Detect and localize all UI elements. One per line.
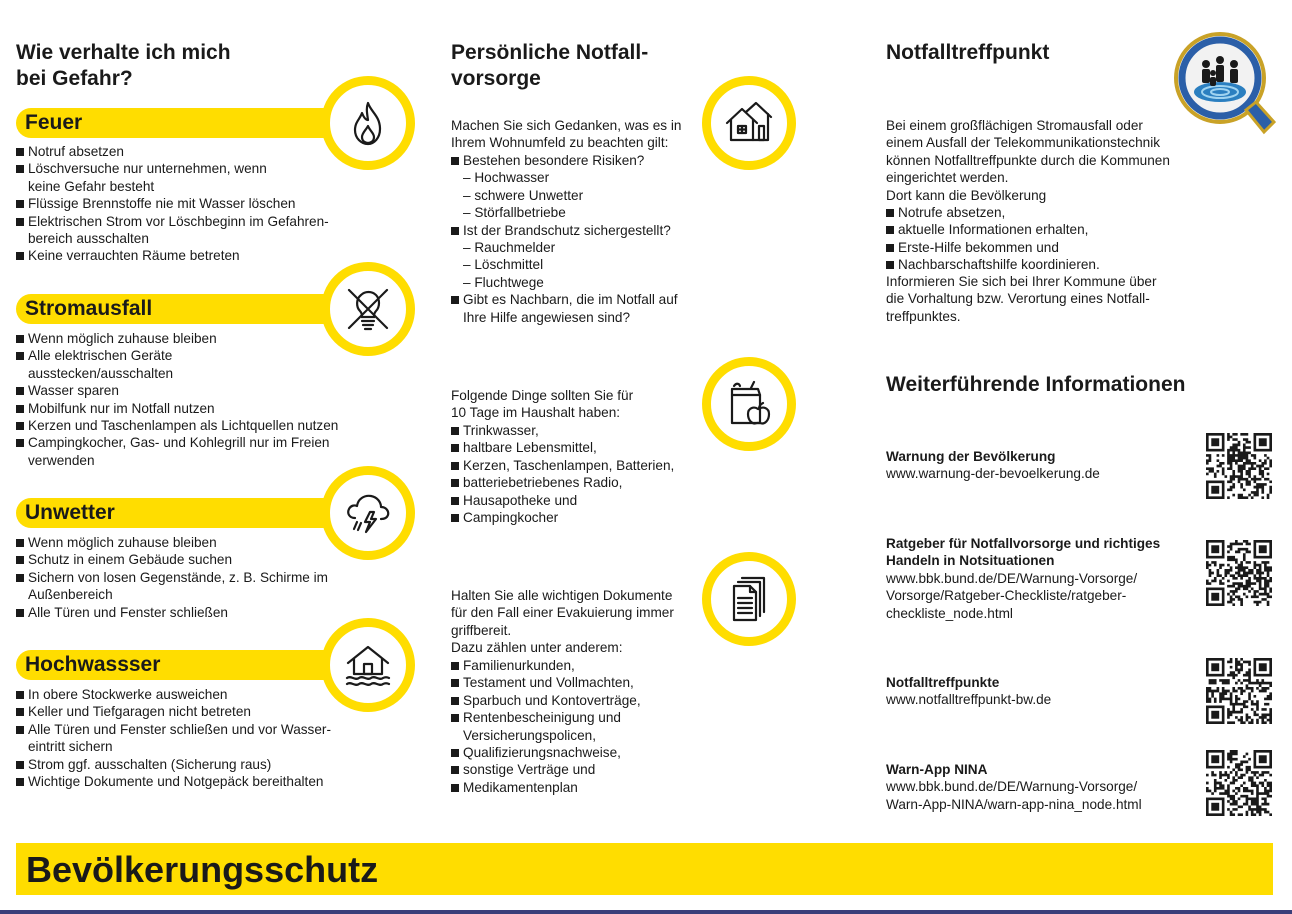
meeting-point-list bbox=[886, 204, 1100, 274]
notfalltreffpunkt-logo bbox=[1172, 30, 1276, 142]
qr-finder-inner bbox=[1211, 438, 1219, 446]
list-item-continuation: keine Gefahr besteht bbox=[28, 178, 155, 194]
info-link-url[interactable]: www.notfalltreffpunkt-bw.de bbox=[886, 692, 1052, 708]
qr-finder-inner bbox=[1211, 711, 1219, 719]
storm-cloud-icon bbox=[321, 466, 415, 560]
supplies-intro: Folgende Dinge sollten Sie für 10 Tage im Haushalt haben: bbox=[451, 388, 634, 421]
list-item: Testament und Vollmachten, bbox=[451, 674, 641, 691]
list-item: Ist der Brandschutz sichergestellt? bbox=[451, 222, 678, 239]
list-item: Wenn möglich zuhause bleiben bbox=[16, 330, 338, 347]
info-link-ratgeber[interactable] bbox=[886, 535, 1160, 622]
list-item: Schutz in einem Gebäude suchen bbox=[16, 551, 328, 568]
list-item: Nachbarschaftshilfe koordinieren. bbox=[886, 256, 1100, 273]
list-item: In obere Stockwerke ausweichen bbox=[16, 686, 331, 703]
info-link-title: Warn-App NINA bbox=[886, 762, 988, 777]
footer-banner bbox=[16, 843, 1273, 895]
list-item: Campingkocher, Gas- und Kohlegrill nur im Freien bbox=[16, 434, 338, 451]
info-link-title: Ratgeber für Notfallvorsorge und richtiges Handeln in Notsituationen bbox=[886, 536, 1161, 569]
list-item: batteriebetriebenes Radio, bbox=[451, 474, 674, 491]
qr-finder-inner bbox=[1211, 593, 1219, 601]
qr-finder-inner bbox=[1259, 755, 1267, 763]
info-link-title: Notfalltreffpunkte bbox=[886, 675, 1000, 690]
sub-item: – Rauchmelder bbox=[463, 240, 556, 256]
list-item: Medikamentenplan bbox=[451, 779, 641, 796]
footer-title: Bevölkerungsschutz bbox=[26, 849, 379, 890]
list-item: Sparbuch und Kontoverträge, bbox=[451, 692, 641, 709]
list-item: Alle elektrischen Geräte bbox=[16, 347, 338, 364]
list-item: sonstige Verträge und bbox=[451, 761, 641, 778]
list-item: Wenn möglich zuhause bleiben bbox=[16, 534, 328, 551]
list-item: Alle Türen und Fenster schließen bbox=[16, 604, 328, 621]
flame-icon bbox=[321, 76, 415, 170]
list-item: Erste-Hilfe bekommen und bbox=[886, 239, 1100, 256]
qr-code-nina bbox=[1206, 750, 1272, 816]
list-item: Kerzen, Taschenlampen, Batterien, bbox=[451, 457, 674, 474]
list-item: Mobilfunk nur im Notfall nutzen bbox=[16, 400, 338, 417]
sub-item: – schwere Unwetter bbox=[463, 187, 584, 203]
list-item: Trinkwasser, bbox=[451, 422, 674, 439]
qr-finder-inner bbox=[1211, 663, 1219, 671]
list-item: Sichern von losen Gegenstände, z. B. Schirme im bbox=[16, 569, 328, 586]
list-item: Gibt es Nachbarn, die im Notfall auf bbox=[451, 291, 678, 308]
info-link-warnung[interactable] bbox=[886, 448, 1100, 483]
qr-finder-inner bbox=[1259, 663, 1267, 671]
info-link-url[interactable]: www.bbk.bund.de/DE/Warnung-Vorsorge/ Vorsorge/Ratgeber-Checkliste/ratgeber- checkliste_node.html bbox=[886, 570, 1138, 621]
info-link-nina[interactable] bbox=[886, 761, 1142, 813]
list-item: Alle Türen und Fenster schließen und vor Wasser- bbox=[16, 721, 331, 738]
list-item: Campingkocher bbox=[451, 509, 674, 526]
qr-finder-inner bbox=[1211, 755, 1219, 763]
list-item-continuation: ausstecken/ausschalten bbox=[28, 365, 174, 381]
documents-intro: Halten Sie alle wichtigen Dokumente für den Fall einer Evakuierung immer griffbereit. Dazu zählen unter anderem: bbox=[451, 588, 674, 656]
bottom-divider bbox=[0, 910, 1292, 914]
house-icon bbox=[702, 76, 796, 170]
list-item: Qualifizierungsnachweise, bbox=[451, 744, 641, 761]
qr-finder-inner bbox=[1259, 438, 1267, 446]
list-item-continuation: Ihre Hilfe angewiesen sind? bbox=[463, 309, 631, 325]
section-heading-feuer: Feuer bbox=[25, 111, 83, 134]
list-item: Familienurkunden, bbox=[451, 657, 641, 674]
documents-icon bbox=[702, 552, 796, 646]
sub-item: – Fluchtwege bbox=[463, 274, 544, 290]
section-heading-stromausfall: Stromausfall bbox=[25, 297, 153, 320]
list-item: Rentenbescheinigung und bbox=[451, 709, 641, 726]
qr-finder-inner bbox=[1211, 486, 1219, 494]
qr-code-warnung bbox=[1206, 433, 1272, 499]
risk-checklist bbox=[451, 152, 678, 326]
sub-item: – Löschmittel bbox=[463, 257, 544, 273]
prevention-intro: Machen Sie sich Gedanken, was es in Ihrem Wohnumfeld zu beachten gilt: bbox=[451, 118, 682, 151]
list-item: Keine verrauchten Räume betreten bbox=[16, 247, 329, 264]
list-item: Notrufe absetzen, bbox=[886, 204, 1100, 221]
list-item-continuation: Außenbereich bbox=[28, 587, 113, 603]
qr-finder-inner bbox=[1211, 545, 1219, 553]
info-link-title: Warnung der Bevölkerung bbox=[886, 449, 1056, 464]
unwetter-list bbox=[16, 534, 328, 621]
list-item: Flüssige Brennstoffe nie mit Wasser löschen bbox=[16, 195, 329, 212]
flooded-house-icon bbox=[321, 618, 415, 712]
list-item-continuation: verwenden bbox=[28, 452, 95, 468]
list-item: Löschversuche nur unternehmen, wenn bbox=[16, 160, 329, 177]
documents-list bbox=[451, 657, 641, 796]
middle-column-title: Persönliche Notfall- vorsorge bbox=[451, 41, 649, 90]
list-item-continuation: bereich ausschalten bbox=[28, 231, 149, 247]
meeting-point-outro: Informieren Sie sich bei Ihrer Kommune über die Vorhaltung bzw. Verortung eines Notfall- treffpunktes. bbox=[886, 274, 1157, 324]
list-item-continuation: Versicherungspolicen, bbox=[463, 727, 596, 743]
qr-code-notfalltreffpunkte bbox=[1206, 658, 1272, 724]
list-item: Bestehen besondere Risiken? bbox=[451, 152, 678, 169]
sub-item: – Störfallbetriebe bbox=[463, 205, 566, 221]
stromausfall-list bbox=[16, 330, 338, 469]
list-item: Keller und Tiefgaragen nicht betreten bbox=[16, 703, 331, 720]
food-supplies-icon bbox=[702, 357, 796, 451]
qr-finder-inner bbox=[1259, 545, 1267, 553]
qr-code-ratgeber bbox=[1206, 540, 1272, 606]
feuer-list bbox=[16, 143, 329, 265]
supplies-list bbox=[451, 422, 674, 526]
section-heading-hochwasser: Hochwassser bbox=[25, 653, 161, 676]
list-item: Strom ggf. ausschalten (Sicherung raus) bbox=[16, 756, 331, 773]
list-item-continuation: eintritt sichern bbox=[28, 739, 113, 755]
more-info-title: Weiterführende Informationen bbox=[886, 373, 1186, 396]
list-item: Notruf absetzen bbox=[16, 143, 329, 160]
list-item: Wichtige Dokumente und Notgepäck bereithalten bbox=[16, 773, 331, 790]
info-link-url[interactable]: www.warnung-der-bevoelkerung.de bbox=[886, 466, 1100, 482]
sub-item: – Hochwasser bbox=[463, 170, 550, 186]
meeting-point-intro: Bei einem großflächigen Stromausfall oder einem Ausfall der Telekommunikationstechnik können Notfalltreffpunkte durch die Kommunen eingerichtet werden. Dort kann die Bevölkerung bbox=[886, 118, 1170, 203]
list-item: haltbare Lebensmittel, bbox=[451, 439, 674, 456]
list-item: Wasser sparen bbox=[16, 382, 338, 399]
info-link-notfalltreffpunkte[interactable] bbox=[886, 674, 1051, 709]
hochwasser-list bbox=[16, 686, 331, 790]
right-column-title: Notfalltreffpunkt bbox=[886, 41, 1050, 64]
info-link-url[interactable]: www.bbk.bund.de/DE/Warnung-Vorsorge/ Warn-App-NINA/warn-app-nina_node.html bbox=[886, 779, 1142, 812]
list-item: Hausapotheke und bbox=[451, 492, 674, 509]
left-column-title: Wie verhalte ich mich bei Gefahr? bbox=[16, 41, 231, 90]
list-item: Kerzen und Taschenlampen als Lichtquellen nutzen bbox=[16, 417, 338, 434]
qr-finder-inner bbox=[1211, 803, 1219, 811]
section-heading-unwetter: Unwetter bbox=[25, 501, 115, 524]
list-item: Elektrischen Strom vor Löschbeginn im Gefahren- bbox=[16, 213, 329, 230]
list-item: aktuelle Informationen erhalten, bbox=[886, 221, 1100, 238]
